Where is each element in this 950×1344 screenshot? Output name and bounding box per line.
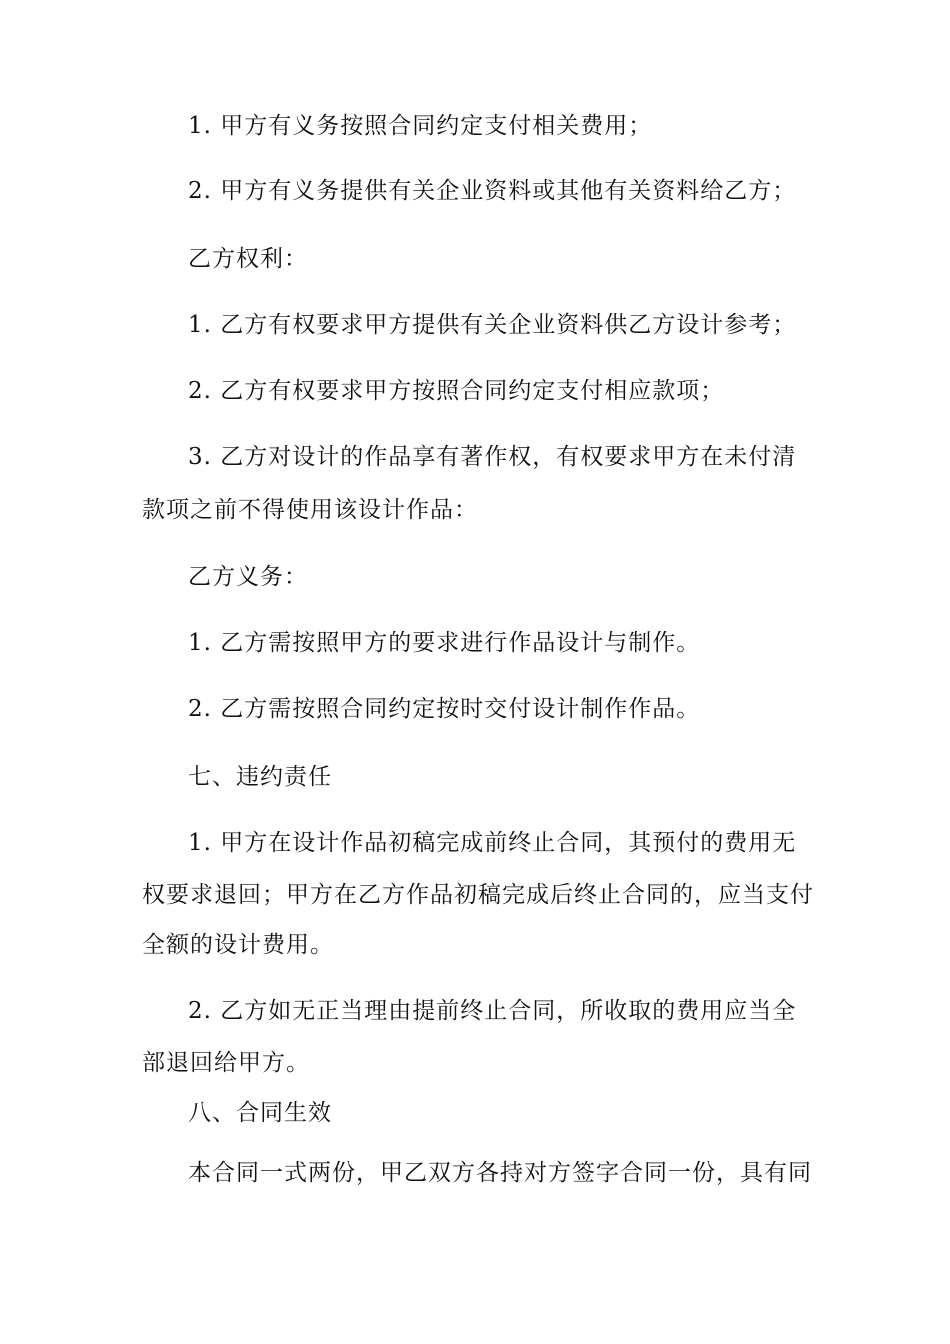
- paragraph-line-2: 2. 甲方有义务提供有关企业资料或其他有关资料给乙方；: [188, 178, 797, 204]
- paragraph-line-10: 2. 乙方需按照合同约定按时交付设计制作作品。: [188, 696, 701, 722]
- paragraph-line-4: 1. 乙方有权要求甲方提供有关企业资料供乙方设计参考；: [188, 312, 797, 338]
- paragraph-line-16: 部退回给甲方。: [142, 1050, 310, 1076]
- section-heading-breach: 七、违约责任: [188, 764, 332, 790]
- section-heading-effectiveness: 八、合同生效: [188, 1100, 332, 1126]
- paragraph-line-9: 1. 乙方需按照甲方的要求进行作品设计与制作。: [188, 630, 701, 656]
- paragraph-line-12: 1. 甲方在设计作品初稿完成前终止合同，其预付的费用无: [188, 830, 797, 856]
- paragraph-line-15: 2. 乙方如无正当理由提前终止合同，所收取的费用应当全: [188, 998, 797, 1024]
- paragraph-line-5: 2. 乙方有权要求甲方按照合同约定支付相应款项；: [188, 378, 725, 404]
- section-heading-party-b-obligations: 乙方义务：: [188, 564, 308, 590]
- paragraph-line-1: 1. 甲方有义务按照合同约定支付相关费用；: [188, 113, 653, 139]
- paragraph-line-6: 3. 乙方对设计的作品享有著作权，有权要求甲方在未付清: [188, 444, 797, 470]
- paragraph-line-18: 本合同一式两份，甲乙双方各持对方签字合同一份，具有同: [188, 1160, 812, 1186]
- paragraph-line-7: 款项之前不得使用该设计作品：: [142, 497, 478, 523]
- section-heading-party-b-rights: 乙方权利：: [188, 246, 308, 272]
- paragraph-line-13: 权要求退回；甲方在乙方作品初稿完成后终止合同的，应当支付: [142, 882, 814, 908]
- paragraph-line-14: 全额的设计费用。: [142, 932, 334, 958]
